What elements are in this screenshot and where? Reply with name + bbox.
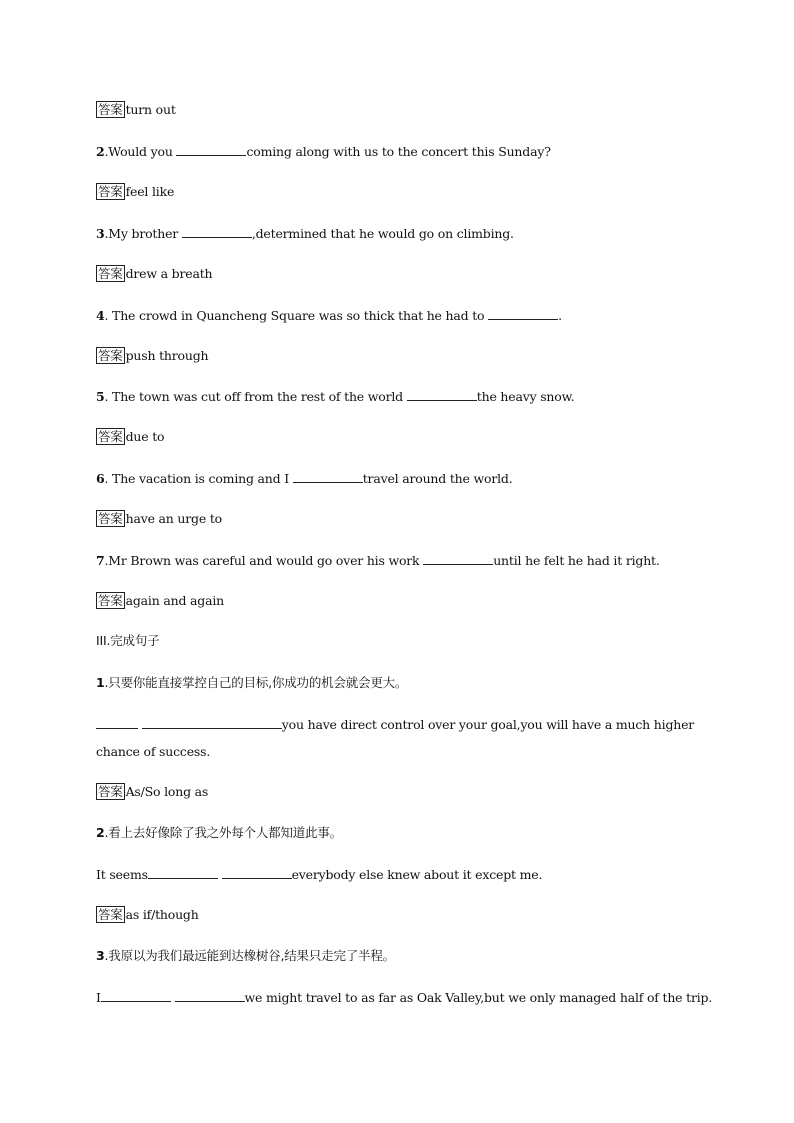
answer-tag: 答案: [98, 348, 123, 363]
question-text-after: coming along with us to the concert this Sunday?: [246, 144, 551, 159]
question-text-after: travel around the world.: [362, 471, 513, 486]
question-text-after: ,determined that he would go on climbing.: [251, 226, 514, 241]
answer-line: [96, 347, 734, 365]
translation-prompt: 1.只要你能直接掌控自己的目标,你成功的机会就会更大。: [96, 675, 408, 690]
question-number: 2: [96, 825, 105, 840]
translation-sentence-cont: chance of success.: [96, 744, 211, 759]
question-number: 3: [96, 948, 105, 963]
answer-tag: 答案: [98, 184, 123, 199]
answer-tag: 答案: [98, 593, 123, 608]
question-line: 4. The crowd in Quancheng Square was so thick that he had to .: [96, 308, 562, 323]
answer-line: [96, 592, 734, 610]
answer-line: [96, 783, 734, 801]
fill-blank[interactable]: [142, 715, 282, 729]
question-line: 3.My brother ,determined that he would go on climbing.: [96, 226, 514, 241]
sentence-text-before: It seems: [96, 867, 148, 882]
question-number: 2: [96, 144, 105, 159]
fill-blank[interactable]: [148, 865, 218, 879]
answer-text: due to: [125, 429, 165, 444]
translation-sentence: [96, 988, 734, 1007]
question-line: 6. The vacation is coming and I travel around the world.: [96, 471, 513, 486]
question-text-before: The crowd in Quancheng Square was so thick that he had to: [108, 308, 489, 323]
answer-text: drew a breath: [125, 266, 213, 281]
section-title: III.完成句子: [96, 633, 160, 648]
answer-text: push through: [125, 348, 209, 363]
sentence-text: everybody else knew about it except me.: [291, 867, 543, 882]
fill-blank[interactable]: [101, 988, 171, 1002]
question-text-after: .: [558, 308, 562, 323]
question-number: 1: [96, 675, 105, 690]
answer-tag: 答案: [98, 266, 123, 281]
question-number: 4: [96, 308, 105, 323]
translation-sentence: [96, 865, 734, 884]
answer-tag: 答案: [98, 429, 123, 444]
translation-prompt: 2.看上去好像除了我之外每个人都知道此事。: [96, 825, 342, 840]
fill-blank[interactable]: [407, 387, 477, 401]
answer-tag: 答案: [98, 784, 123, 799]
question-line: 7.Mr Brown was careful and would go over his work until he felt he had it right.: [96, 553, 660, 568]
chinese-prompt: 只要你能直接掌控自己的目标,你成功的机会就会更大。: [108, 675, 408, 690]
answer-text: feel like: [125, 184, 175, 199]
answer-text: turn out: [125, 102, 176, 117]
answer-line: [96, 510, 734, 528]
sentence-text-before: I: [96, 990, 101, 1005]
question-text-before: My brother: [108, 226, 182, 241]
answer-line: [96, 265, 734, 283]
fill-blank[interactable]: [423, 551, 493, 565]
question-text-before: The vacation is coming and I: [108, 471, 293, 486]
chinese-prompt: 看上去好像除了我之外每个人都知道此事。: [108, 825, 342, 840]
answer-tag: 答案: [98, 511, 123, 526]
question-text-before: The town was cut off from the rest of the world: [108, 389, 407, 404]
question-number: 3: [96, 226, 105, 241]
translation-prompt: 3.我原以为我们最远能到达橡树谷,结果只走完了半程。: [96, 948, 395, 963]
fill-blank[interactable]: [175, 988, 245, 1002]
fill-blank[interactable]: [488, 306, 558, 320]
answer-text: have an urge to: [125, 511, 222, 526]
chinese-prompt: 我原以为我们最远能到达橡树谷,结果只走完了半程。: [108, 948, 395, 963]
answer-text: again and again: [125, 593, 224, 608]
answer-tag: 答案: [98, 102, 123, 117]
fill-blank[interactable]: [222, 865, 292, 879]
fill-blank[interactable]: [96, 715, 138, 729]
question-line: 5. The town was cut off from the rest of the world the heavy snow.: [96, 389, 575, 404]
question-number: 5: [96, 389, 105, 404]
answer-line: [96, 101, 734, 119]
sentence-text: you have direct control over your goal,you will have a much higher: [281, 717, 695, 732]
answer-text: As/So long as: [125, 784, 209, 799]
answer-line: [96, 183, 734, 201]
question-number: 6: [96, 471, 105, 486]
fill-blank[interactable]: [182, 224, 252, 238]
question-text-before: Mr Brown was careful and would go over his work: [108, 553, 424, 568]
answer-line: [96, 428, 734, 446]
question-line: 2.Would you coming along with us to the concert this Sunday?: [96, 144, 551, 159]
fill-blank[interactable]: [293, 469, 363, 483]
question-number: 7: [96, 553, 105, 568]
answer-line: [96, 906, 734, 924]
question-text-before: Would you: [108, 144, 177, 159]
question-text-after: the heavy snow.: [476, 389, 575, 404]
answer-tag: 答案: [98, 907, 123, 922]
question-text-after: until he felt he had it right.: [493, 553, 660, 568]
sentence-text: we might travel to as far as Oak Valley,but we only managed half of the trip.: [244, 990, 713, 1005]
translation-sentence: [96, 715, 734, 734]
answer-text: as if/though: [125, 907, 199, 922]
fill-blank[interactable]: [176, 142, 246, 156]
